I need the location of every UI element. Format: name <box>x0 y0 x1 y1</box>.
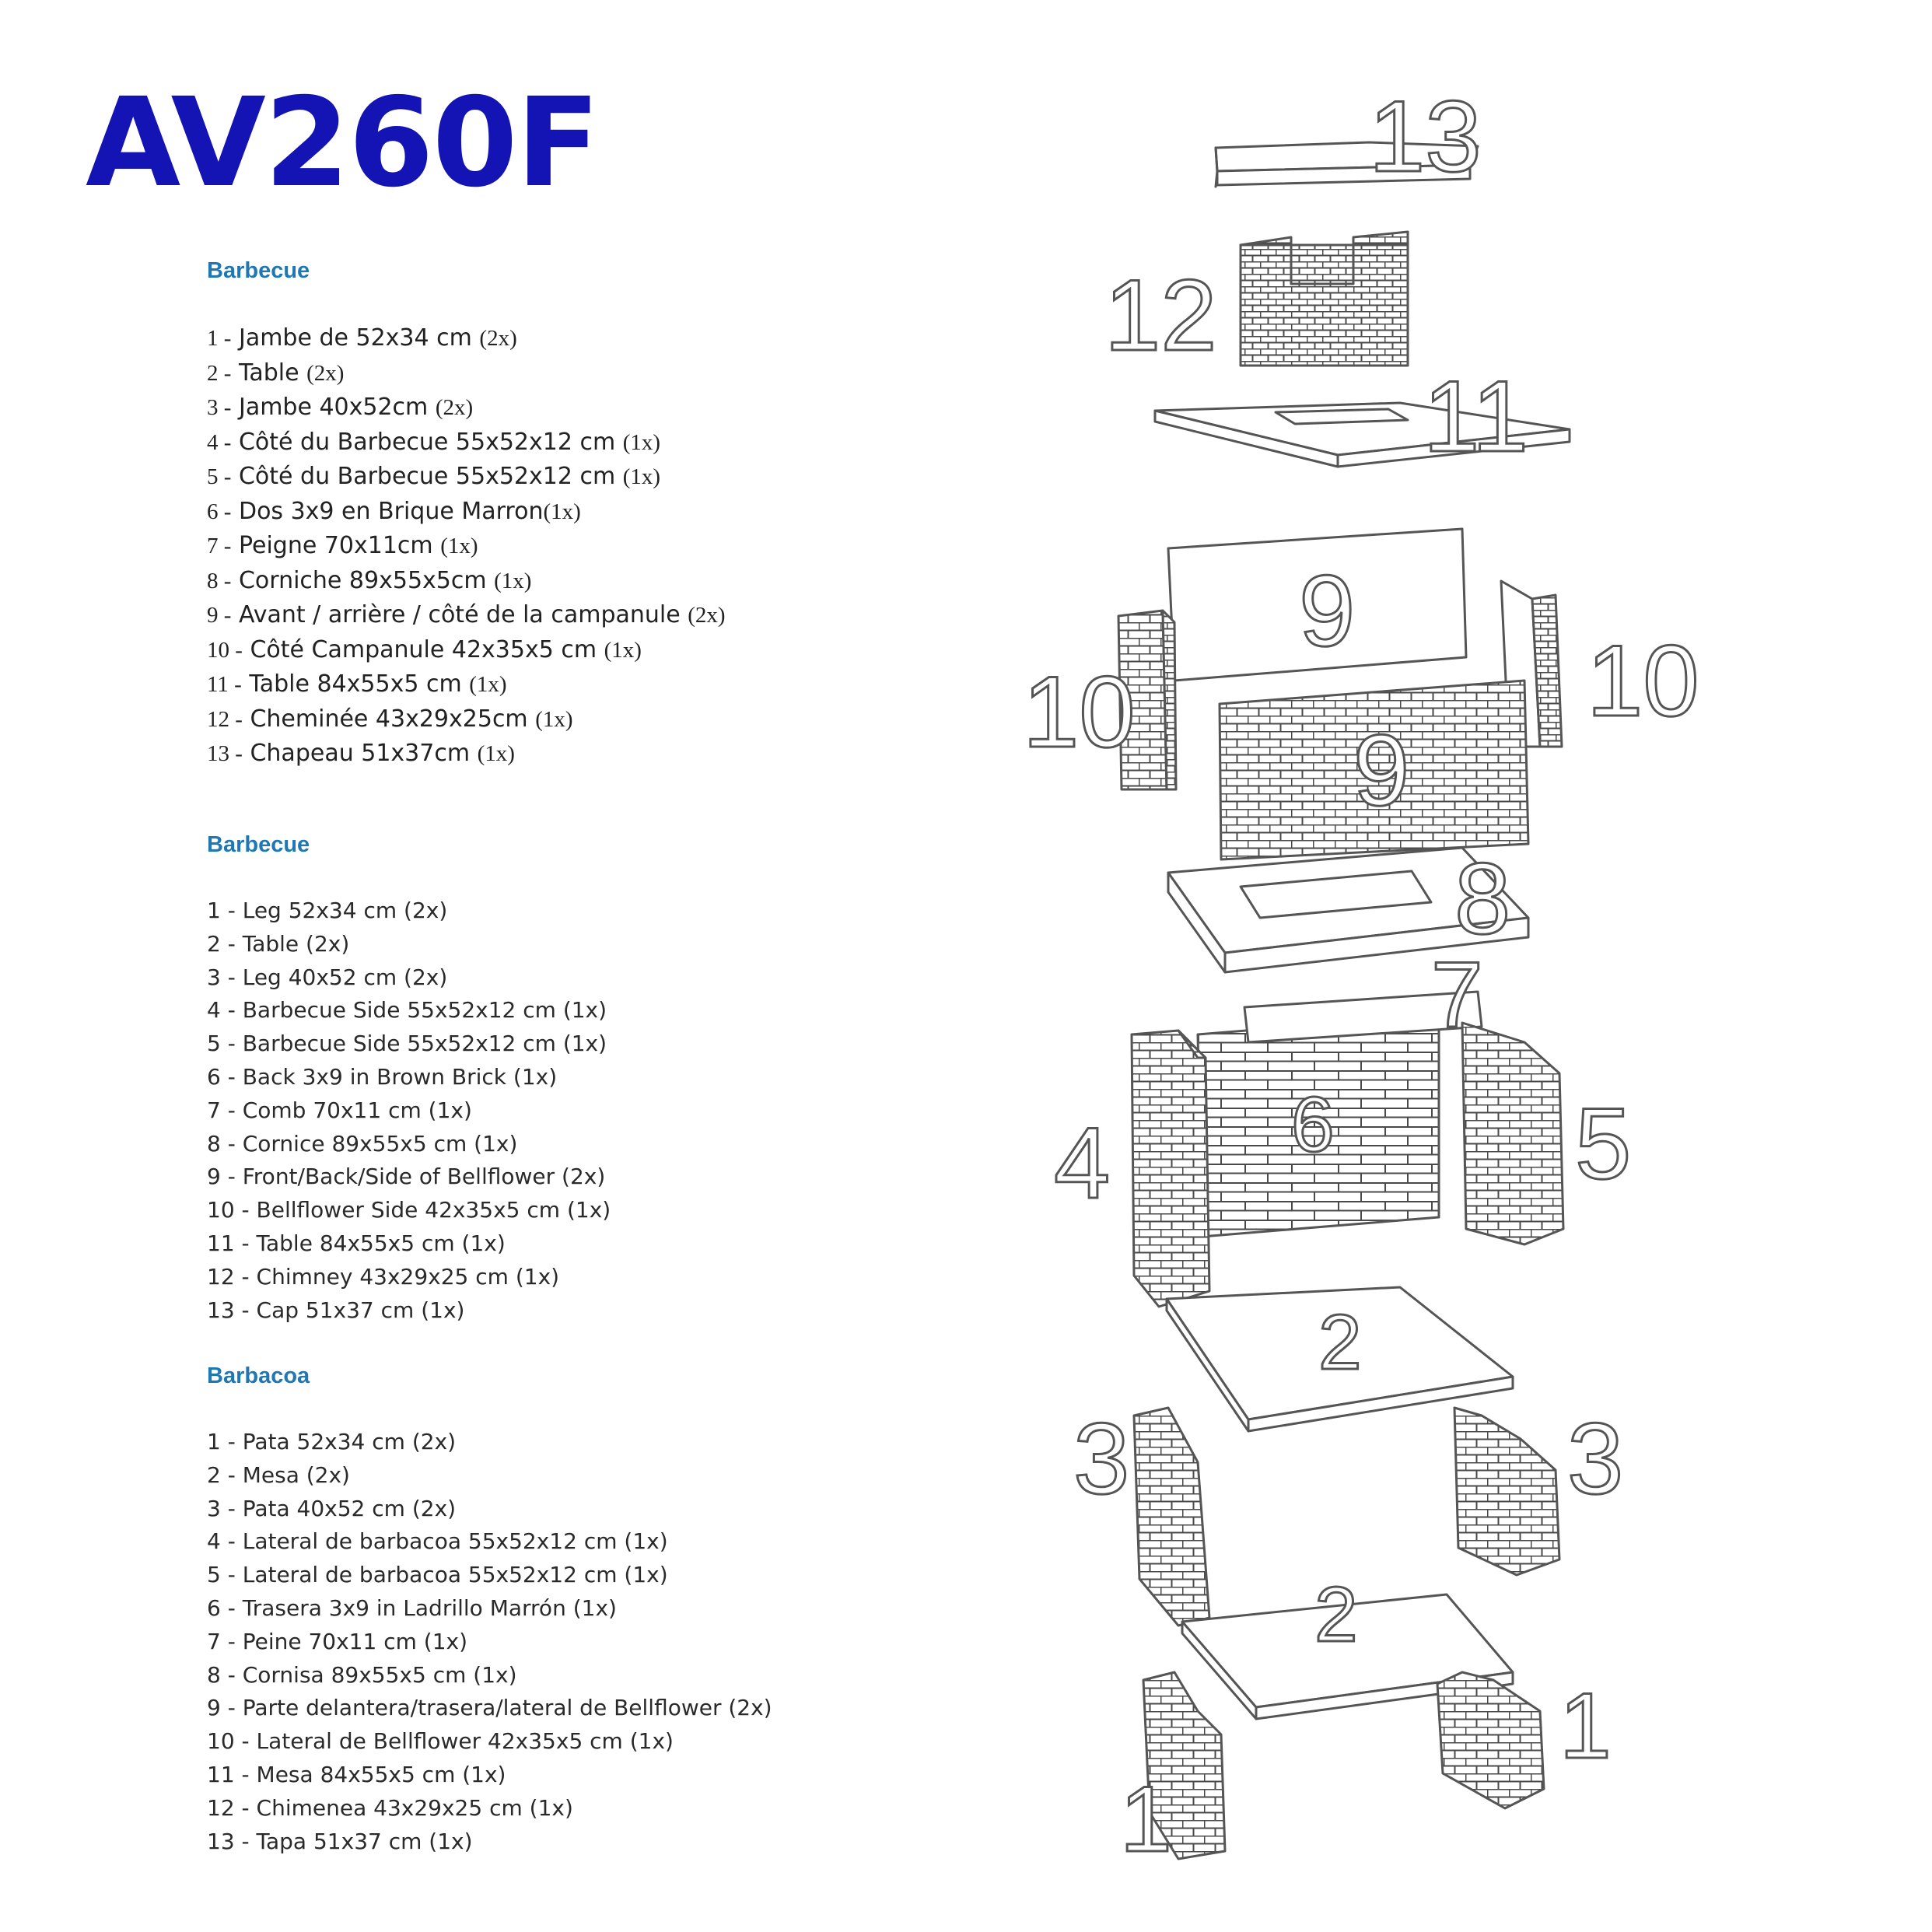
label-8: 8 <box>1454 842 1511 955</box>
list-item: 1 - Pata 52x34 cm (2x) <box>207 1429 457 1454</box>
parts-list-en <box>207 894 611 1327</box>
part-3-left-leg <box>1134 1408 1209 1626</box>
section-heading-es: Barbacoa <box>207 1363 310 1388</box>
list-item: 9 - Avant / arrière / côté de la campanule (2x) <box>207 601 726 628</box>
list-item: 1 - Leg 52x34 cm (2x) <box>207 898 448 923</box>
list-item: 6 - Back 3x9 in Brown Brick (1x) <box>207 1063 558 1090</box>
list-item: 5 - Barbecue Side 55x52x12 cm (1x) <box>207 1031 607 1057</box>
list-item: 8 - Corniche 89x55x5cm (1x) <box>207 566 532 594</box>
list-item: 8 - Cornisa 89x55x5 cm (1x) <box>207 1661 517 1688</box>
label-13: 13 <box>1369 79 1482 193</box>
list-item: 4 - Côté du Barbecue 55x52x12 cm (1x) <box>207 428 661 456</box>
label-9-front: 9 <box>1353 713 1410 827</box>
list-item: 6 - Dos 3x9 en Brique Marron(1x) <box>207 497 581 525</box>
label-2-lower: 2 <box>1314 1571 1358 1658</box>
label-3-right: 3 <box>1567 1402 1624 1515</box>
product-title: AV260F <box>86 72 599 215</box>
list-item: 9 - Front/Back/Side of Bellflower (2x) <box>207 1164 606 1190</box>
list-item: 12 - Chimenea 43x29x25 cm (1x) <box>207 1794 573 1821</box>
list-item: 10 - Bellflower Side 42x35x5 cm (1x) <box>207 1197 611 1223</box>
part-4-left-side <box>1132 1031 1209 1307</box>
list-item: 3 - Leg 40x52 cm (2x) <box>207 964 448 990</box>
part-1-right-leg <box>1437 1672 1544 1808</box>
label-1-left: 1 <box>1120 1767 1172 1867</box>
exploded-assembly-diagram <box>964 62 1742 1867</box>
label-6: 6 <box>1291 1081 1335 1168</box>
label-7: 7 <box>1431 943 1483 1047</box>
list-item: 11 - Mesa 84x55x5 cm (1x) <box>207 1761 506 1787</box>
list-item: 2 - Table (2x) <box>207 359 345 387</box>
list-item: 3 - Pata 40x52 cm (2x) <box>207 1495 457 1521</box>
list-item: 1 - Jambe de 52x34 cm (2x) <box>207 324 517 352</box>
part-12-chimney <box>1241 232 1408 366</box>
list-item: 12 - Chimney 43x29x25 cm (1x) <box>207 1263 560 1290</box>
list-item: 8 - Cornice 89x55x5 cm (1x) <box>207 1130 518 1157</box>
section-heading-en: Barbecue <box>207 832 310 857</box>
list-item: 10 - Lateral de Bellflower 42x35x5 cm (1x) <box>207 1728 674 1755</box>
part-3-right-leg <box>1454 1408 1559 1575</box>
list-item: 6 - Trasera 3x9 in Ladrillo Marrón (1x) <box>207 1594 617 1621</box>
parts-list-es <box>207 1426 772 1858</box>
list-item: 9 - Parte delantera/trasera/lateral de Bellflower (2x) <box>207 1695 772 1721</box>
label-12: 12 <box>1104 258 1217 372</box>
label-3-left: 3 <box>1073 1402 1130 1515</box>
label-2-upper: 2 <box>1318 1299 1362 1386</box>
label-4: 4 <box>1054 1106 1111 1220</box>
list-item: 2 - Table (2x) <box>207 930 350 957</box>
list-item: 12 - Cheminée 43x29x25cm (1x) <box>207 705 573 733</box>
list-item: 11 - Table 84x55x5 cm (1x) <box>207 1230 506 1256</box>
list-item: 10 - Côté Campanule 42x35x5 cm (1x) <box>207 635 642 663</box>
list-item: 13 - Chapeau 51x37cm (1x) <box>207 740 515 767</box>
parts-list-fr <box>207 321 726 772</box>
list-item: 4 - Lateral de barbacoa 55x52x12 cm (1x) <box>207 1528 668 1555</box>
list-item: 4 - Barbecue Side 55x52x12 cm (1x) <box>207 997 607 1024</box>
label-5: 5 <box>1575 1087 1632 1200</box>
part-5-right-side <box>1462 1023 1563 1244</box>
list-item: 13 - Tapa 51x37 cm (1x) <box>207 1828 473 1854</box>
list-item: 7 - Comb 70x11 cm (1x) <box>207 1097 472 1123</box>
list-item: 11 - Table 84x55x5 cm (1x) <box>207 670 507 698</box>
label-9-back: 9 <box>1299 554 1356 667</box>
list-item: 5 - Lateral de barbacoa 55x52x12 cm (1x) <box>207 1562 668 1588</box>
section-heading-fr: Barbecue <box>207 258 310 283</box>
label-1-right: 1 <box>1559 1674 1612 1778</box>
list-item: 7 - Peine 70x11 cm (1x) <box>207 1628 468 1654</box>
list-item: 2 - Mesa (2x) <box>207 1461 350 1488</box>
label-10-right: 10 <box>1587 624 1699 737</box>
list-item: 3 - Jambe 40x52cm (2x) <box>207 394 474 421</box>
list-item: 13 - Cap 51x37 cm (1x) <box>207 1297 465 1323</box>
list-item: 5 - Côté du Barbecue 55x52x12 cm (1x) <box>207 463 661 490</box>
label-10-left: 10 <box>1023 655 1136 768</box>
label-11: 11 <box>1423 359 1528 473</box>
list-item: 7 - Peigne 70x11cm (1x) <box>207 532 478 559</box>
